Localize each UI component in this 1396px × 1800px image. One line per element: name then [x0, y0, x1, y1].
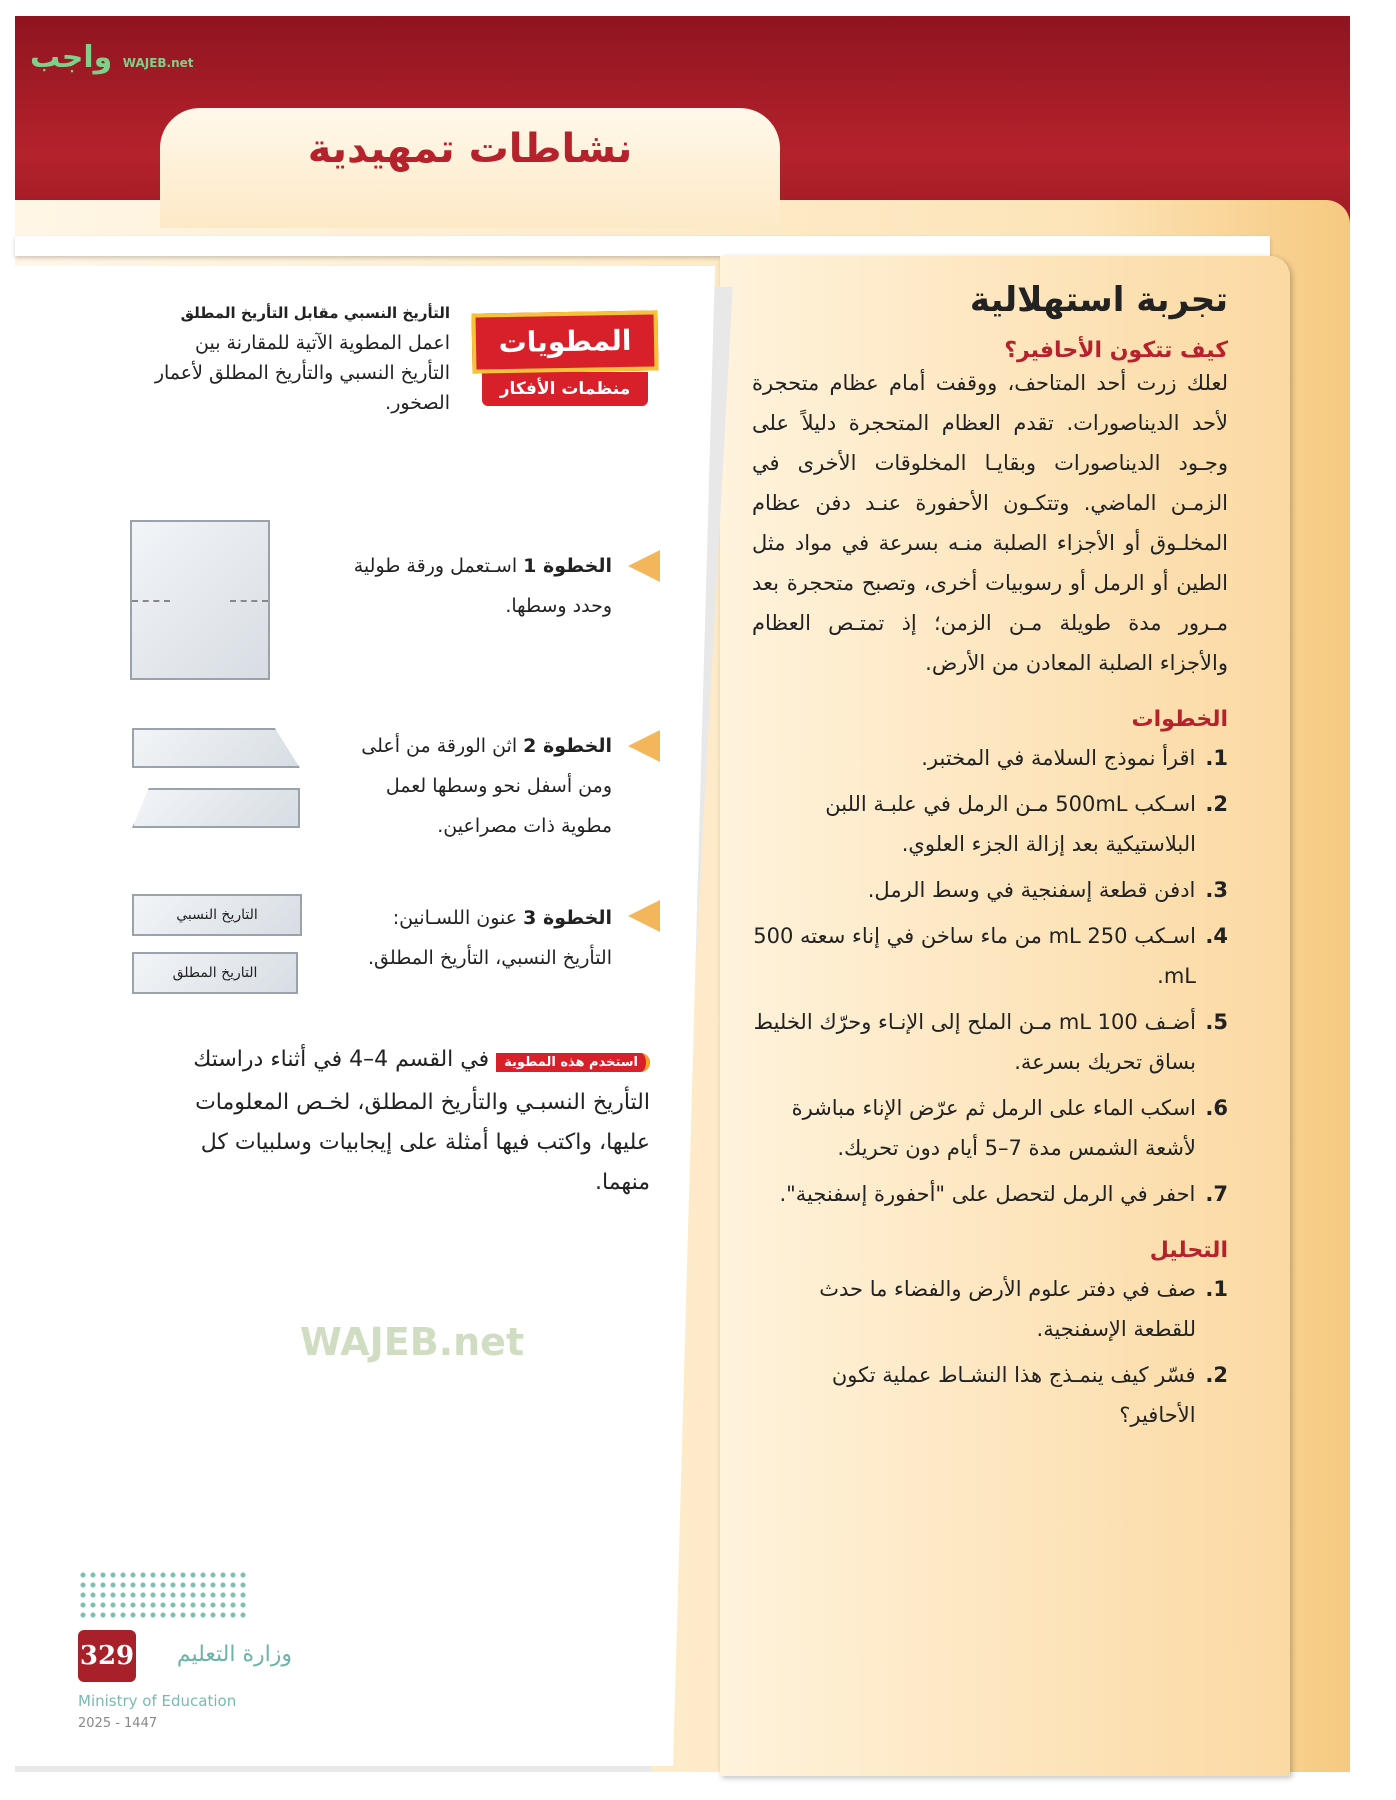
fold-illustration-bottom	[132, 788, 300, 828]
watermark: WAJEB.net	[300, 1320, 525, 1364]
foldables-intro-text: اعمل المطوية الآتية للمقارنة بين التأريخ النسبي والتأريخ المطلق لأعمار الصخور.	[154, 332, 450, 414]
lab-title: تجربة استهلالية	[969, 280, 1228, 320]
step-text: اسـكب 250 mL من ماء ساخن في إناء سعته 500 mL.	[753, 924, 1196, 988]
step-item	[752, 1002, 1228, 1082]
step-item	[752, 916, 1228, 996]
fold-step	[350, 726, 612, 846]
fold-illustration-top	[132, 728, 300, 768]
foldables-badge	[472, 312, 658, 412]
page-title: نشاطات تمهيدية	[307, 126, 633, 172]
step-item	[752, 870, 1228, 910]
lab-intro: لعلك زرت أحد المتاحف، ووقفت أمام عظام متحجرة لأحد الديناصورات. تقدم العظام المتحجرة دليلاً على وجـود الديناصورات وبقايـا المخلوقات الأخرى في الزمـن الماضي. وتتكـون الأحفورة عنـد دفن عظام المخلـوق أو الأجزاء الصلبة منـه بسرعة في مواد مثل الطين أو الرمل أو رسوبيات أخرى، وتصبح متحجرة بعد مـرور مدة طويلة مـن الزمن؛ إذ تمتـص العظام والأجزاء الصلبة المعادن من الأرض.	[752, 371, 1228, 675]
step-item	[752, 738, 1228, 778]
site-logo	[30, 40, 194, 75]
step-number: 2.	[1205, 792, 1228, 816]
launch-lab	[752, 280, 1228, 1441]
fold-step-text: عنون اللسـانين: التأريخ النسبي، التأريخ المطلق.	[367, 907, 612, 969]
fold-step-label: الخطوة 1	[523, 555, 612, 577]
analysis-number: 1.	[1205, 1277, 1228, 1301]
analysis-title: التحليل	[1149, 1238, 1228, 1263]
ministry-logo-dots	[78, 1570, 248, 1620]
arrow-icon	[628, 730, 660, 762]
paper-edge	[15, 236, 1270, 256]
arrow-icon	[628, 900, 660, 932]
step-text: اسـكب 500mL مـن الرمل في علبـة اللبن البلاستيكية بعد إزالة الجزء العلوي.	[825, 792, 1196, 856]
flap-relative: التاريخ النسبي	[132, 894, 302, 936]
year: 2025 - 1447	[78, 1716, 158, 1731]
fold-step	[350, 546, 612, 626]
foldables-page	[15, 266, 715, 1766]
step-text: ادفن قطعة إسفنجية في وسط الرمل.	[867, 878, 1196, 902]
analysis-text: صف في دفتر علوم الأرض والفضاء ما حدث للقطعة الإسفنجية.	[819, 1277, 1196, 1341]
step-text: احفر في الرمل لتحصل على "أحفورة إسفنجية".	[779, 1182, 1196, 1206]
step-number: 6.	[1205, 1096, 1228, 1120]
foldable-usage	[140, 1040, 650, 1203]
page-number: 329	[78, 1630, 136, 1682]
step-number: 1.	[1205, 746, 1228, 770]
badge-title: المطويات	[471, 310, 658, 373]
ministry-name-en: Ministry of Education	[78, 1692, 237, 1710]
ministry-name-ar: وزارة التعليم	[176, 1642, 292, 1667]
arrow-icon	[628, 550, 660, 582]
site-logo-en: WAJEB.net	[122, 56, 194, 70]
lab-question: كيف تتكون الأحافير؟	[1004, 338, 1228, 363]
step-item	[752, 1088, 1228, 1168]
step-text: اسكب الماء على الرمل ثم عرّض الإناء مباشرة لأشعة الشمس مدة 7–5 أيام دون تحريك.	[791, 1096, 1196, 1160]
step-item	[752, 1174, 1228, 1214]
site-logo-ar: واجب	[30, 40, 113, 75]
foldables-heading: التأريخ النسبي مقابل التأريخ المطلق	[180, 304, 450, 322]
fold-step-label: الخطوة 3	[523, 907, 612, 929]
use-text: في القسم 4–4 في أثناء دراستك التأريخ النسبـي والتأريخ المطلق، لخـص المعلومات عليها، واكتب فيها أمثلة على إيجابيات وسلبيات كل منهما.	[193, 1047, 650, 1195]
step-number: 3.	[1205, 878, 1228, 902]
badge-subtitle: منظمات الأفكار	[482, 372, 648, 406]
fold-step-label: الخطوة 2	[523, 735, 612, 757]
fold-step-text: اثن الورقة من أعلى ومن أسفل نحو وسطها لعمل مطوية ذات مصراعين.	[361, 735, 612, 837]
steps-list	[752, 738, 1228, 1214]
steps-title: الخطوات	[1131, 707, 1228, 732]
step-item	[752, 784, 1228, 864]
analysis-item	[752, 1355, 1228, 1435]
fold-step	[350, 898, 612, 978]
fold-step-text: اسـتعمل ورقة طولية وحدد وسطها.	[353, 555, 612, 617]
step-number: 4.	[1205, 924, 1228, 948]
use-badge: استخدم هذه المطوية	[496, 1053, 650, 1072]
paper-illustration	[130, 520, 270, 680]
analysis-number: 2.	[1205, 1363, 1228, 1387]
foldables-intro	[140, 304, 450, 418]
analysis-text: فسّر كيف ينمـذج هذا النشـاط عملية تكون الأحافير؟	[831, 1363, 1196, 1427]
flap-absolute: التاريخ المطلق	[132, 952, 298, 994]
step-number: 5.	[1205, 1010, 1228, 1034]
step-number: 7.	[1205, 1182, 1228, 1206]
step-text: أضـف 100 mL مـن الملح إلى الإنـاء وحرّك الخليط بساق تحريك بسرعة.	[753, 1010, 1196, 1074]
analysis-item	[752, 1269, 1228, 1349]
step-text: اقرأ نموذج السلامة في المختبر.	[921, 746, 1196, 770]
